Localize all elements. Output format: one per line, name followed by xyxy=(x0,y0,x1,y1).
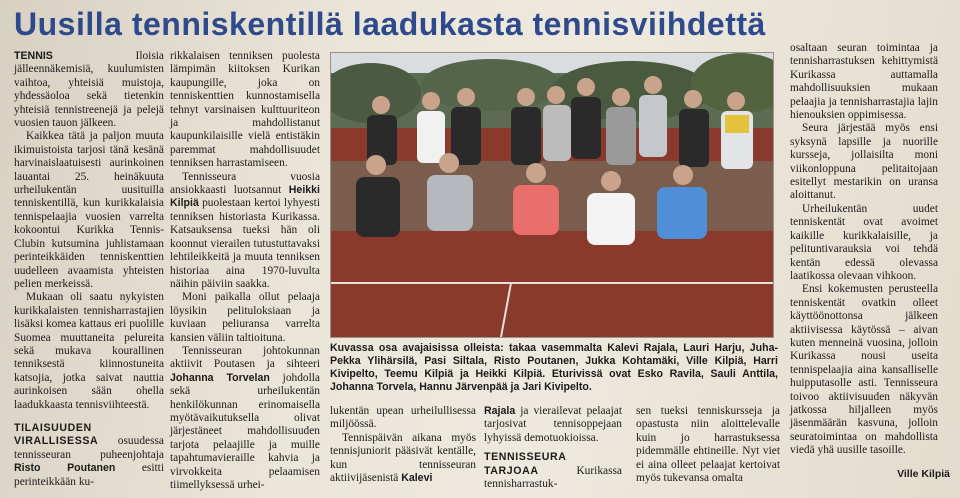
subheading: TILAISUUDEN VIRALLISESSA xyxy=(14,421,99,448)
paragraph: Urheilukentän uudet tenniskentät ovat avoimet kaikille kurikkalaisille, ja pelituntivarauksia voi tehdä kentän edessä olevassa laatikossa olevaan vihkoon. xyxy=(790,202,938,282)
paragraph xyxy=(484,451,622,491)
paragraph-text: Iloisia jälleennäkemisiä, kuulumisten vaihtoa, yhteisiä muistoja, yhdessäoloa sekä tietenkin yhteisiä tennistreenejä ja pelejä vuosien tauon jälkeen. xyxy=(14,50,164,130)
paragraph xyxy=(14,422,164,489)
paragraph xyxy=(170,345,320,492)
paragraph: Ensi kokemusten perusteella tenniskentät ovatkin olleet käyttöönottonsa jälkeen aktiivisessa käytössä – aivan kuten menneinä vuosina, jolloin Kurikassa nousi useita tennispelaajia aina kansalliselle huipputasolle asti. Tennisseura toivoo aktiivisuuden näkyvän jatkossa hiljalleen myös jäsenmäärän kasvuna, jolloin seuratoimintaa on mahdollista viedä yhä uusille tasoille. xyxy=(790,283,938,457)
paragraph: osaltaan seuran toimintaa ja tennisharrastuksen kehittymistä Kurikassa auttamalla mahdollisuuksien mukaan pelaajia ja tennisharrastajia lajin hienouksien oppimisessa. xyxy=(790,42,938,122)
paragraph: sen tueksi tenniskursseja ja opastusta niin aloittelevalle kuin jo harrastuksessa pidemmälle ehtineille. Nyt viet ei aina olleet pelaajat kertoivat myös tukevansa omalta xyxy=(636,405,780,485)
headline: Uusilla tenniskentillä laadukasta tennisviihdettä xyxy=(14,6,766,42)
photo-caption xyxy=(330,342,778,394)
team-photo xyxy=(330,52,774,338)
caption-lead: Kuvassa osa avajaisissa olleista: xyxy=(330,342,504,354)
paragraph: Seura järjestää myös ensi syksynä lapsille ja nuorille kursseja, jollaisilta moni viikonloppuna pelitaitojaan esitellyt mestarikin on uransa aloittanut. xyxy=(790,122,938,202)
paragraph: lukentän upean urheilullisessa miljöössä. xyxy=(330,405,476,431)
paragraph-text: Tennisseuran johtokunnan aktiivit Poutasen ja sihteeri xyxy=(170,344,320,371)
subheading: TENNISSEURA TARJOAA xyxy=(484,451,567,477)
article-column-4 xyxy=(790,42,938,458)
paragraph-text: puolestaan kertoi lyhyesti tenniksen historiasta Kurikassa. Katsauksensa tueksi hän oli koonnut vierailen tutustuttavaksi lehtileikkeitä ja muuta tenniksen historiaa aina 1970-luvulta näihin päiviin saakka. xyxy=(170,197,320,290)
paragraph-text: esitti perinteikkään ku- xyxy=(14,462,164,488)
lead-word: TENNIS xyxy=(14,50,53,62)
paragraph xyxy=(170,171,320,292)
article-column-2 xyxy=(170,50,320,492)
article-column-3a xyxy=(330,405,476,485)
paragraph-text: ja vierailevat pelaajat tarjosivat tennisoppejaan lyhyissä demotuokioissa. xyxy=(484,405,622,444)
paragraph: rikkalaisen tenniksen puolesta lämpimän kiitoksen Kurikan kaupungille, joka on tenniskenttien kunnostamisella tehnyt varsinaisen kulttuuriteon ja mahdollistanut kaupunkilaisille vielä entistäkin paremmat mahdollisuudet tenniksen harrastamiseen. xyxy=(170,50,320,170)
person-name: Rajala xyxy=(484,405,516,417)
paragraph xyxy=(484,405,622,445)
article-column-3c xyxy=(636,405,780,485)
person-name: Heikki Kilpiä xyxy=(170,184,320,210)
paragraph-text: Tennisseura vuosia ansiokkaasti luotsannut xyxy=(170,170,320,197)
person-name: Kalevi xyxy=(401,472,433,485)
paragraph-text: Kurikassa tennisharrastuk- xyxy=(484,464,622,491)
paragraph-text: osuudessa tennisseuran puheenjohtaja xyxy=(14,435,164,461)
caption-text: takaa vasemmalta Kalevi Rajala, Lauri Harju, Juha-Pekka Ylihärsilä, Pasi Siltala, Risto Poutanen, Jukka Kohtamäki, Ville Kilpiä, Harri Kivipelto, Teemu Kilpiä ja Heikki Kilpiä. Eturivissä ovat Esko Ravila, Sauli Anttila, Johanna Torvela, Hannu Järvenpää ja Jari Kivipelto. xyxy=(330,342,778,393)
paragraph-text: Tennispäivän aikana myös tennisjuniorit pääsivät kentälle, kun tennisseuran aktiivijäsenistä xyxy=(330,431,476,485)
paragraph-text: johdolla sekä urheilukentän henkilökunnan erinomaisella myötävaikutuksella olivat järjestäneet mahdollisuuden tarjota pelaajille ja muille tapahtumavierai​lle kahvia ja virvokkeita pelaamisen tiimellyksessä urhei- xyxy=(170,371,320,491)
person-name: Risto Poutanen xyxy=(14,462,116,475)
article-column-3b xyxy=(484,405,622,491)
team-photo-illustration xyxy=(331,53,773,337)
paragraph xyxy=(14,50,164,130)
paragraph xyxy=(330,432,476,486)
paragraph: Moni paikalla ollut pelaaja löysikin pelituloksiaan ja kuviaan peliuransa varrelta kansien väliin taltioituna. xyxy=(170,291,320,344)
paragraph: Mukaan oli saatu nykyisten kurikkalaisten tennisharrastajien lisäksi komea kattaus eri puolille Suomea muuttaneita pelureita sekä mukava kourallinen tenniksestä kiinnostuneita katsojia, jotka saivat nauttia aurinkoisen sään ohella laadukkaasta tennisviihteestä. xyxy=(14,291,164,411)
byline: Ville Kilpiä xyxy=(897,468,950,480)
person-name: Johanna Torvelan xyxy=(170,371,270,384)
article-column-1 xyxy=(14,50,164,489)
paragraph: Kaikkea tätä ja paljon muuta ikimuistoista tarjosi tänä kesänä harvinaislaatuisesti aurinkoinen lauantai 25. heinäkuuta urheilukentän uusituilla tenniskentillä, kun kurikkalaisia tennispelaajia vuosien varrelta kokoontui Kurikka Tennis-Clubin kutsumina juhlistamaan perinteikkäiden tenniskenttien uudelleen avaamista yhteisten pelien merkeissä. xyxy=(14,130,164,290)
